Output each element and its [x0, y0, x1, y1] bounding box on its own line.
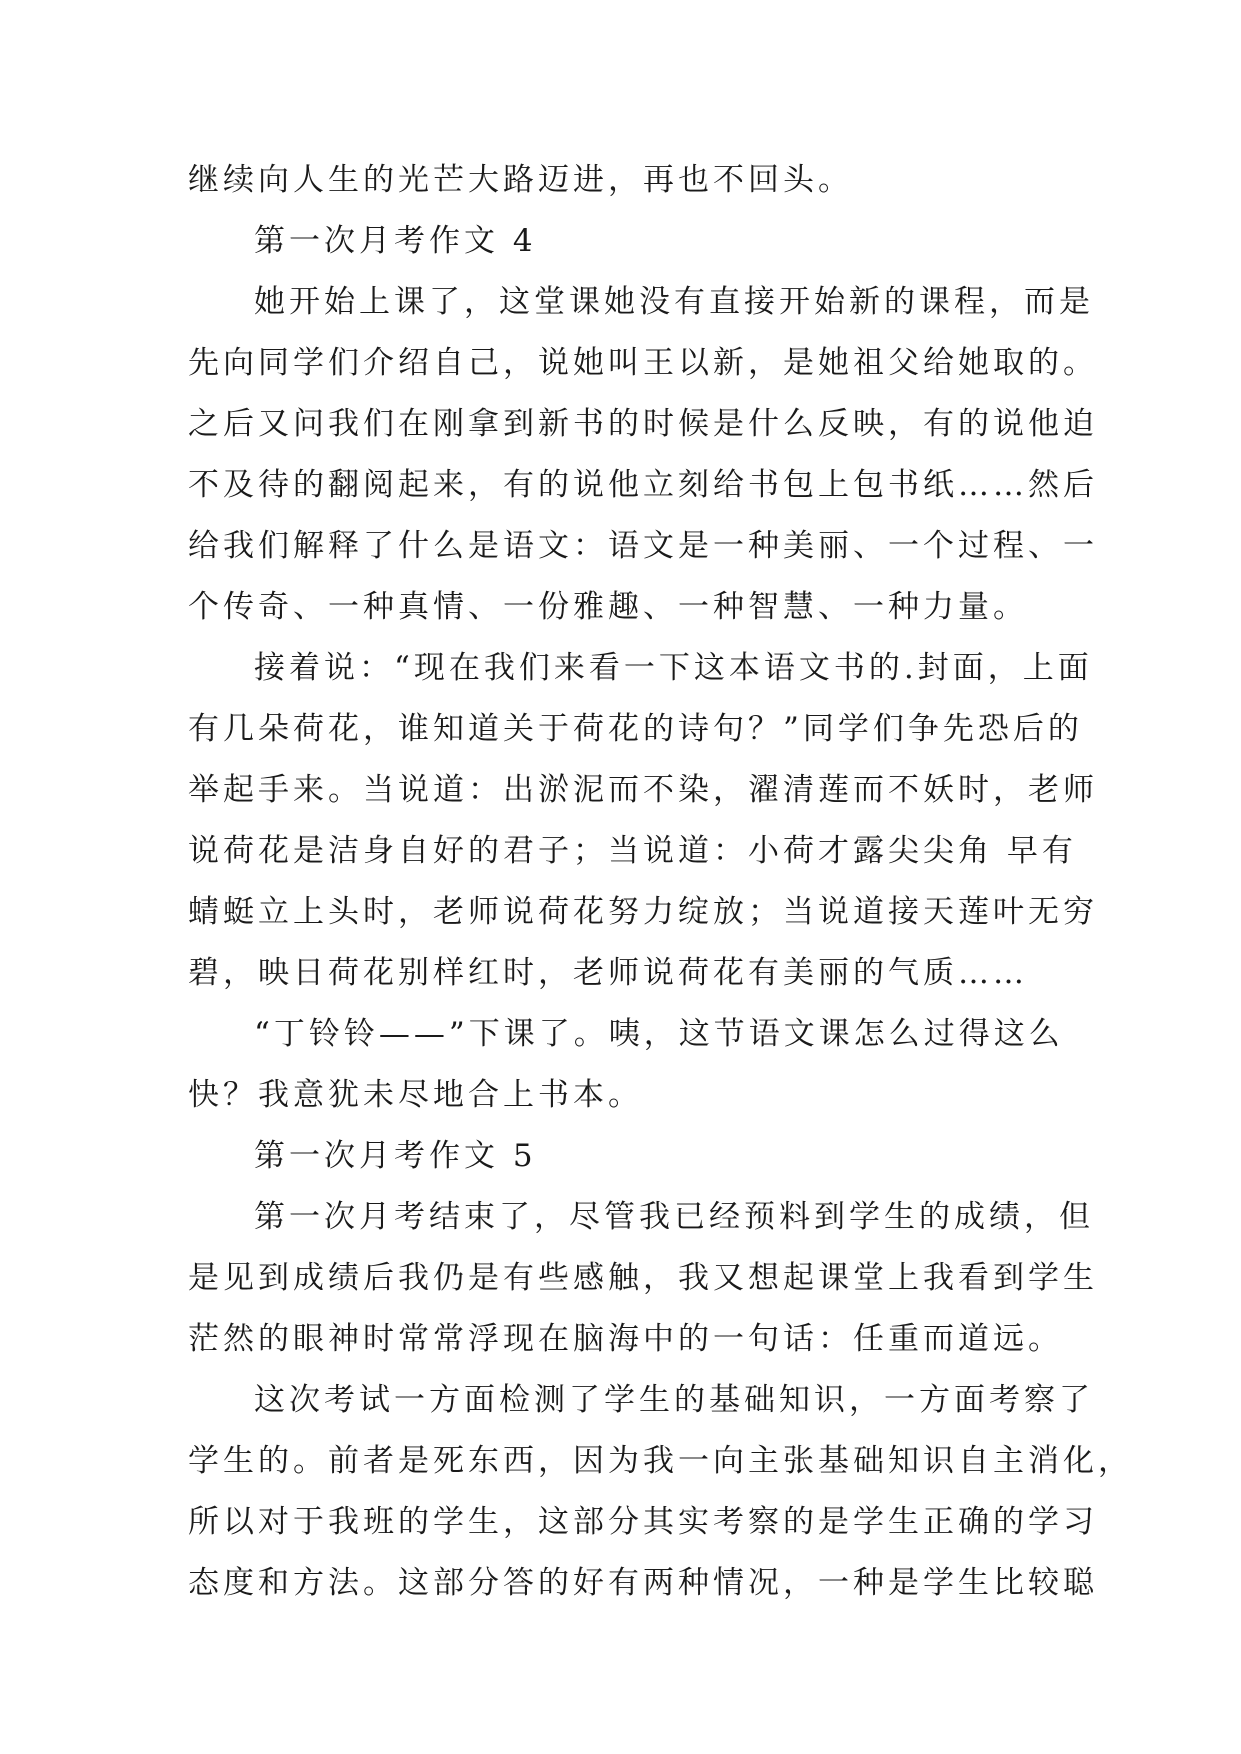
text-line: 不及待的翻阅起来，有的说他立刻给书包上包书纸……然后	[188, 467, 1098, 503]
text-line: “丁铃铃——”下课了。咦，这节语文课怎么过得这么	[254, 1016, 1064, 1052]
document-body	[188, 150, 1133, 1614]
text-line: 碧，映日荷花别样红时，老师说荷花有美丽的气质……	[188, 955, 1028, 991]
text-line: 继续向人生的光芒大路迈进，再也不回头。	[188, 162, 853, 198]
text-line: 茫然的眼神时常常浮现在脑海中的一句话：任重而道远。	[188, 1321, 1063, 1357]
text-line: 举起手来。当说道：出淤泥而不染，濯清莲而不妖时，老师	[188, 772, 1098, 808]
text-line: 之后又问我们在刚拿到新书的时候是什么反映，有的说他迫	[188, 406, 1098, 442]
text-line: 快？我意犹未尽地合上书本。	[188, 1077, 643, 1113]
text-line: 接着说：“现在我们来看一下这本语文书的.封面，上面	[254, 650, 1093, 686]
text-line: 蜻蜓立上头时，老师说荷花努力绽放；当说道接天莲叶无穷	[188, 894, 1098, 930]
text-line: 所以对于我班的学生，这部分其实考察的是学生正确的学习	[188, 1504, 1098, 1540]
text-line: 有几朵荷花，谁知道关于荷花的诗句？”同学们争先恐后的	[188, 711, 1083, 747]
text-line: 第一次月考结束了，尽管我已经预料到学生的成绩，但	[254, 1199, 1094, 1235]
text-line: 她开始上课了，这堂课她没有直接开始新的课程，而是	[254, 284, 1094, 320]
text-line: 学生的。前者是死东西，因为我一向主张基础知识自主消化，	[188, 1443, 1133, 1479]
text-line: 是见到成绩后我仍是有些感触，我又想起课堂上我看到学生	[188, 1260, 1098, 1296]
text-line: 给我们解释了什么是语文：语文是一种美丽、一个过程、一	[188, 528, 1098, 564]
text-line: 说荷花是洁身自好的君子；当说道：小荷才露尖尖角 早有	[188, 833, 1077, 869]
section-heading: 第一次月考作文 4	[254, 223, 537, 259]
text-line: 态度和方法。这部分答的好有两种情况，一种是学生比较聪	[188, 1565, 1098, 1601]
section-heading: 第一次月考作文 5	[254, 1138, 537, 1174]
text-line: 这次考试一方面检测了学生的基础知识，一方面考察了	[254, 1382, 1094, 1418]
text-line: 先向同学们介绍自己，说她叫王以新，是她祖父给她取的。	[188, 345, 1098, 381]
text-line: 个传奇、一种真情、一份雅趣、一种智慧、一种力量。	[188, 589, 1028, 625]
